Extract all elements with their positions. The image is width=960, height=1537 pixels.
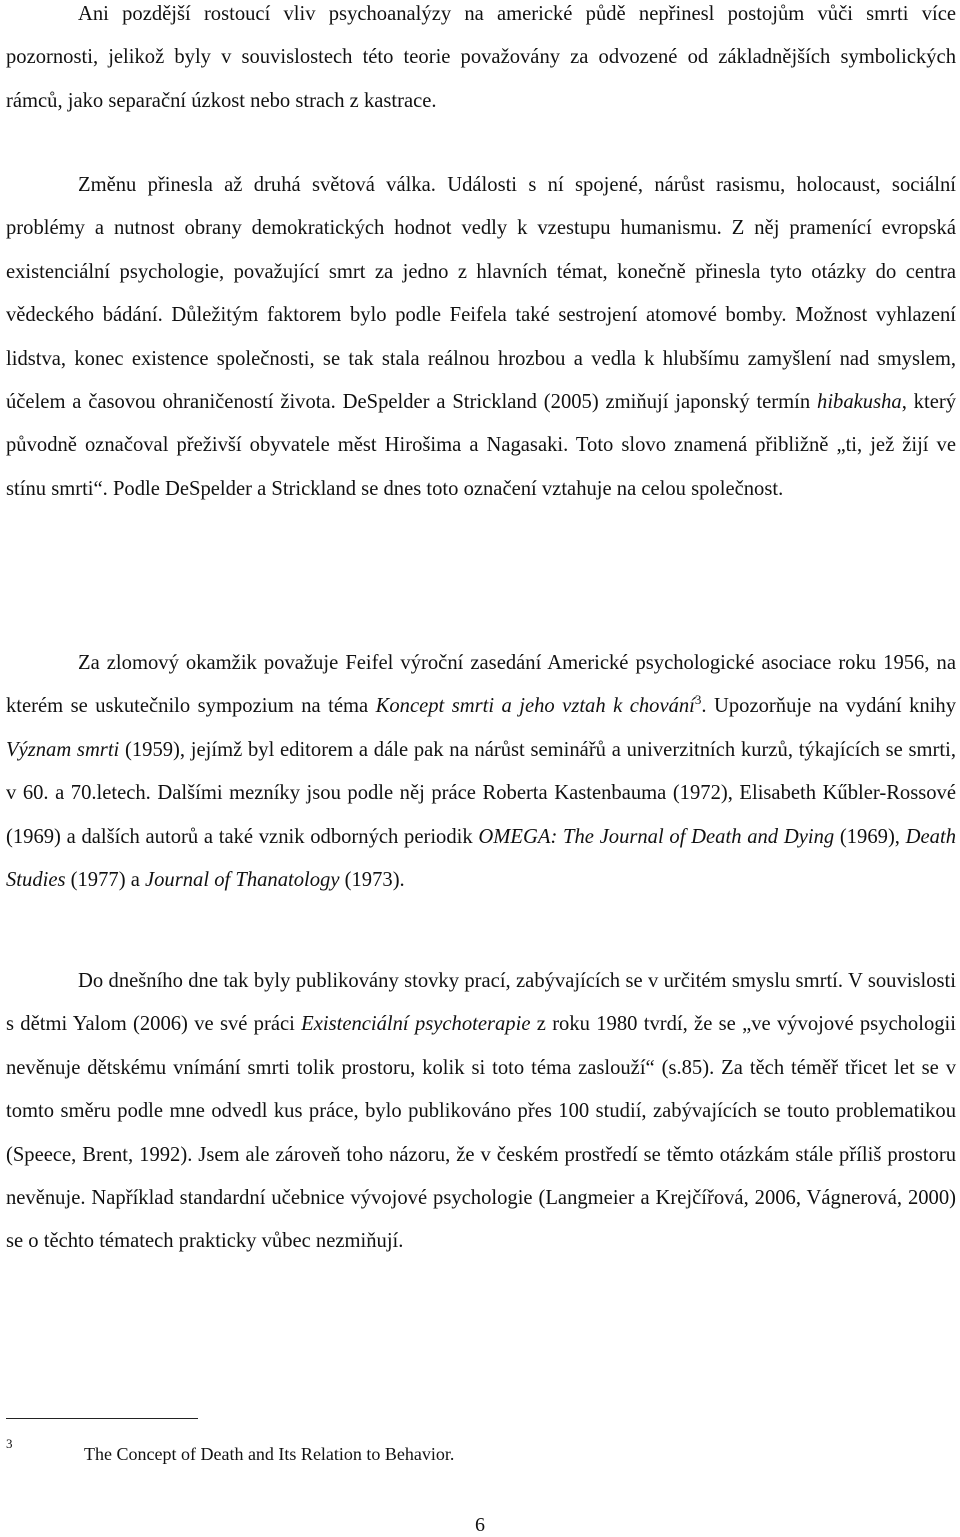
paragraph-4 <box>6 960 956 1264</box>
paragraph-3-text-b: . Upozorňuje na vydání knihy <box>701 695 957 718</box>
title-existencialni-psychoterapie: Existenciální psychoterapie <box>301 1013 531 1036</box>
footnote-divider <box>6 1418 198 1419</box>
paragraph-3 <box>6 642 956 902</box>
footnote-number: 3 <box>6 1436 13 1451</box>
footnote-text: The Concept of Death and Its Relation to Behavior. <box>84 1444 455 1464</box>
paragraph-2 <box>6 164 956 511</box>
paragraph-4-text-b: z roku 1980 tvrdí, že se „ve vývojové psychologii nevěnuje dětskému vnímání smrti tolik prostoru, kolik si toto téma zaslouží“ (s.85). Za těch téměř třicet let se v tomto směru podle mne odvedl kus práce, bylo publikováno přes 100 studií, zabývajících se touto problematikou (Speece, Brent, 1992). Jsem ale zároveň toho názoru, že v českém prostředí se těmto otázkám stále příliš prostoru nevěnuje. Například standardní učebnice vývojové psychologie (Langmeier a Krejčířová, 2006, Vágnerová, 2000) se o těchto tématech prakticky vůbec nezmiňují. <box>6 1013 956 1253</box>
paragraph-3-text-a: Za zlomový okamžik považuje Feifel výroční zasedání Americké psychologické asociace roku 1956, na kterém se uskutečnilo sympozium na téma <box>6 652 956 718</box>
paragraph-3-text-d: (1969), <box>834 825 906 848</box>
paragraph-3-text-e: (1977) a <box>65 869 145 892</box>
paragraph-2-text-b: , který původně označoval přeživší obyvatele měst Hirošima a Nagasaki. Toto slovo znamená přibližně „ti, jež žijí ve stínu smrti“. Podle DeSpelder a Strickland se dnes toto označení vztahuje na celou společnost. <box>6 391 956 500</box>
title-omega-journal: OMEGA: The Journal of Death and Dying <box>478 825 835 848</box>
title-death-studies: Death Studies <box>6 825 956 892</box>
paragraph-1 <box>6 0 956 123</box>
page-number: 6 <box>475 1514 485 1536</box>
paragraph-2-text-a: Změnu přinesla až druhá světová válka. Události s ní spojené, nárůst rasismu, holocaust, sociální problémy a nutnost obrany demokratických hodnot vedly k vzestupu humanismu. Z něj pramenící evropská existenciální psychologie, považující smrt za jedno z hlavních témat, konečně přinesla tyto otázky do centra vědeckého bádání. Důležitým faktorem bylo podle Feifela také sestrojení atomové bomby. Možnost vyhlazení lidstva, konec existence společnosti, se tak stala reálnou hrozbou a vedla k hlubšímu zamyšlení nad smyslem, účelem a časovou ohraničeností života. DeSpelder a Strickland (2005) zmiňují japonský termín <box>6 174 956 414</box>
title-vyznam-smrti: Význam smrti <box>6 738 120 761</box>
paragraph-3-text-f: (1973). <box>339 869 405 892</box>
term-hibakusha: hibakusha <box>817 391 902 414</box>
title-koncept-smrti: Koncept smrti a jeho vztah k chování <box>375 695 695 718</box>
paragraph-1-text: Ani pozdější rostoucí vliv psychoanalýzy na americké půdě nepřinesl postojům vůči smrti více pozornosti, jelikož byly v souvislostech této teorie považovány za odvozené od základnějších symbolických rámců, jako separační úzkost nebo strach z kastrace. <box>6 3 956 112</box>
title-journal-of-thanatology: Journal of Thanatology <box>145 869 340 892</box>
footnote-reference: 3 <box>694 692 702 708</box>
paragraph-4-text-a: Do dnešního dne tak byly publikovány stovky prací, zabývajících se v určitém smyslu smrtí. V souvislosti s dětmi Yalom (2006) ve své práci <box>6 970 956 1036</box>
paragraph-3-text-c: (1959), jejímž byl editorem a dále pak na nárůst seminářů a univerzitních kurzů, týkajících se smrti, v 60. a 70.letech. Dalšími mezníky jsou podle něj práce Roberta Kastenbauma (1972), Elisabeth Kűbler-Rossové (1969) a dalších autorů a také vznik odborných periodik <box>6 738 956 848</box>
